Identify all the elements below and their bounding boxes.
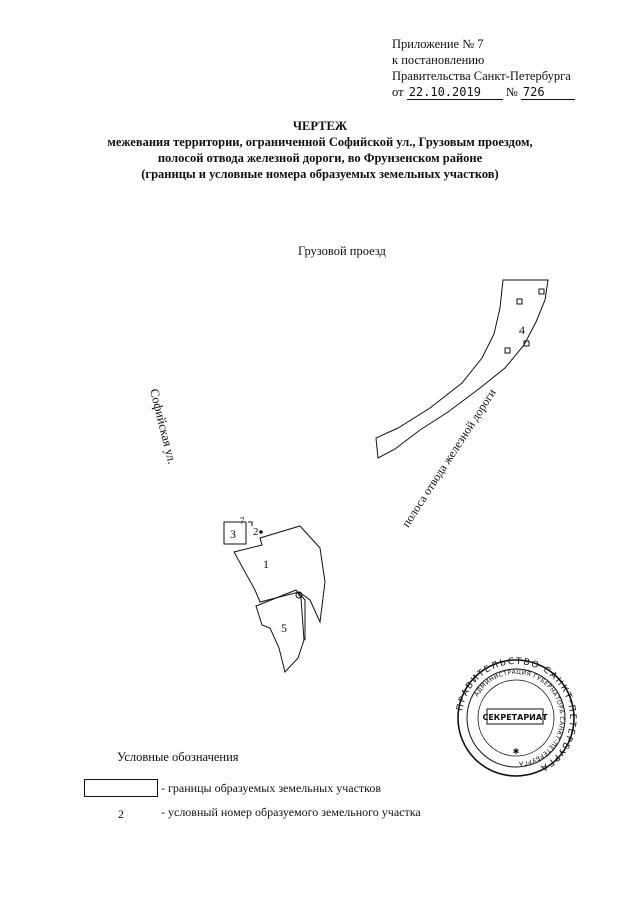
- plot-5-number: 5: [281, 621, 287, 635]
- plot-1-number: 1: [263, 557, 269, 571]
- stamp-outer-text: ПРАВИТЕЛЬСТВО САНКТ-ПЕТЕРБУРГА: [455, 656, 578, 774]
- label-railway-strip: полоса отвода железной дороги: [398, 386, 499, 530]
- number-value: 726: [521, 86, 575, 100]
- plot-7-number: 7: [240, 516, 245, 526]
- plot-7-marker: [248, 522, 252, 526]
- title-line-2: полосой отвода железной дороги, во Фрунзенском районе: [157, 151, 483, 165]
- legend-boundary-text: - границы образуемых земельных участков: [161, 781, 382, 795]
- plot-5-boundary: [256, 590, 304, 672]
- legend-heading: Условные обозначения: [117, 750, 239, 764]
- legend-number-text: - условный номер образуемого земельного участка: [161, 805, 421, 819]
- plot-4-marker: [505, 348, 510, 353]
- date-prefix: от: [392, 85, 404, 99]
- stamp-inner-text: АДМИНИСТРАЦИЯ ГУБЕРНАТОРА САНКТ-ПЕТЕРБУРГА: [473, 668, 566, 767]
- appendix-line-2: к постановлению: [392, 53, 485, 67]
- secretariat-stamp: [455, 657, 577, 776]
- date-value: 22.10.2019: [407, 86, 503, 100]
- appendix-line-1: Приложение № 7: [392, 37, 484, 51]
- title-line-3: (границы и условные номера образуемых земельных участков): [141, 167, 499, 181]
- appendix-line-3: Правительства Санкт-Петербурга: [392, 69, 571, 83]
- plot-1-boundary: [234, 526, 325, 622]
- label-sofiyskaya: Софийская ул.: [147, 387, 180, 466]
- plot-4-marker: [539, 289, 544, 294]
- stamp-center-text: СЕКРЕТАРИАТ: [482, 713, 548, 722]
- legend-number-sample: 2: [118, 807, 124, 821]
- svg-text:✱: ✱: [512, 747, 520, 756]
- plot-2-marker: [260, 531, 263, 534]
- plot-3-number: 3: [230, 527, 236, 541]
- title-line-1: межевания территории, ограниченной Софийской ул., Грузовым проездом,: [107, 135, 533, 149]
- label-gruzovoy: Грузовой проезд: [298, 244, 386, 258]
- plot-4-number: 4: [519, 323, 525, 337]
- plot-4-marker: [517, 299, 522, 304]
- number-prefix: №: [505, 85, 518, 99]
- legend-boundary-swatch: [84, 779, 158, 797]
- plot-2-number: 2: [253, 526, 259, 538]
- title-heading: ЧЕРТЕЖ: [292, 119, 348, 133]
